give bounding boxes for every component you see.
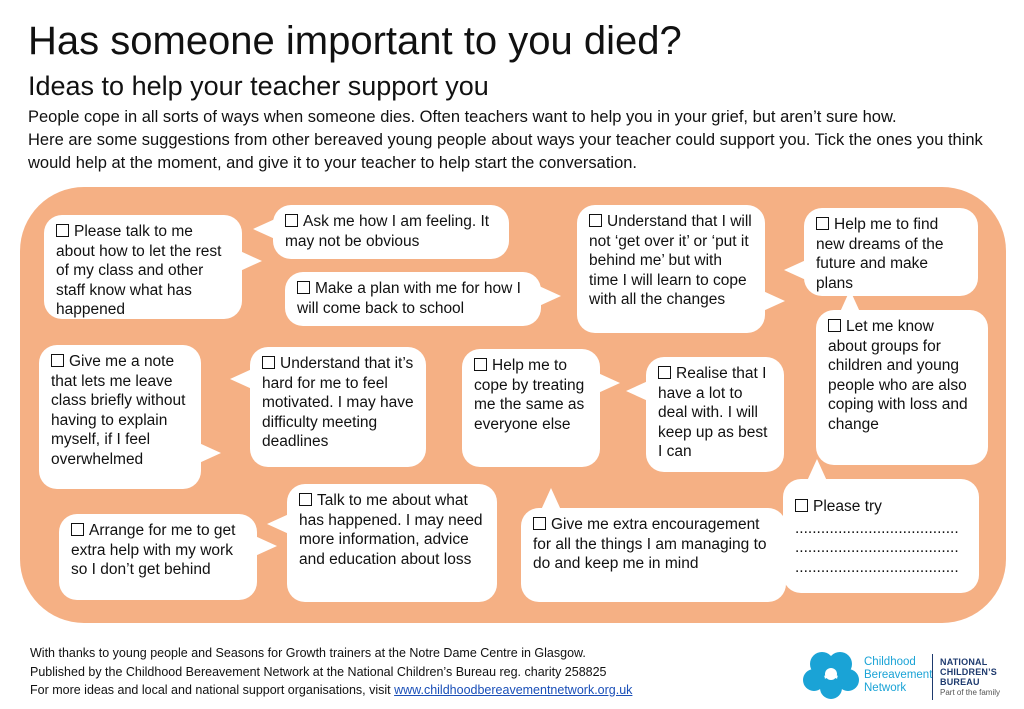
- suggestion-text: Please talk to me about how to let the rest of my class and other staff know what has happened: [56, 223, 222, 318]
- ncb-logo-line-1: NATIONAL: [940, 657, 988, 667]
- suggestion-text: Ask me how I am feeling. It may not be obvious: [285, 213, 490, 250]
- butterfly-flower-icon: [800, 650, 862, 700]
- cbn-logo-line-2: Bereavement: [864, 669, 933, 681]
- checkbox[interactable]: [56, 224, 69, 237]
- footer-more-info: [30, 681, 632, 700]
- suggestion-bubble-please-try: [783, 479, 979, 593]
- checkbox[interactable]: [285, 214, 298, 227]
- intro-line-2: Here are some suggestions from other bereaved young people about ways your teacher could support you. Tick the ones you think would help at the moment, and give it to your teacher to help start the conversation.: [28, 131, 983, 172]
- suggestion-text: Talk to me about what has happened. I may need more information, advice and education about loss: [299, 492, 483, 568]
- suggestion-bubble-talk-about-loss: [287, 484, 497, 602]
- suggestion-text: Understand that I will not ‘get over it’ or ‘put it behind me’ but with time I will learn to cope with all the changes: [589, 213, 752, 308]
- suggestion-bubble-plan-return: [285, 272, 541, 326]
- suggestion-text: Let me know about groups for children and young people who are also coping with loss and change: [828, 318, 968, 433]
- cbn-website-link[interactable]: www.childhoodbereavementnetwork.org.uk: [394, 683, 633, 697]
- checkbox[interactable]: [658, 366, 671, 379]
- checkbox[interactable]: [533, 517, 546, 530]
- suggestion-bubble-motivation: [250, 347, 426, 467]
- write-in-line-2[interactable]: ......................................: [795, 539, 959, 556]
- write-in-line-3[interactable]: ......................................: [795, 558, 959, 576]
- suggestion-bubble-treat-same: [462, 349, 600, 467]
- ncb-tagline: Part of the family: [940, 688, 1001, 697]
- suggestion-bubble-lot-to-deal: [646, 357, 784, 472]
- suggestion-bubble-groups: [816, 310, 988, 465]
- checkbox[interactable]: [816, 217, 829, 230]
- suggestion-bubble-leave-note: [39, 345, 201, 489]
- suggestion-bubble-encouragement: [521, 508, 786, 602]
- ncb-logo-line-2: CHILDREN’S: [940, 667, 998, 677]
- checkbox[interactable]: [474, 358, 487, 371]
- suggestion-bubble-ask-feelings: [273, 205, 509, 259]
- intro-line-1: People cope in all sorts of ways when someone dies. Often teachers want to help you in your grief, but aren’t sure how.: [28, 108, 897, 126]
- suggestion-text: Give me a note that lets me leave class briefly without having to explain myself, if I feel overwhelmed: [51, 353, 186, 468]
- suggestion-text: Help me to cope by treating me the same as everyone else: [474, 357, 585, 433]
- suggestion-bubble-new-dreams: [804, 208, 978, 296]
- suggestion-text: Make a plan with me for how I will come back to school: [297, 280, 521, 317]
- ncb-logo-text: [940, 657, 997, 687]
- checkbox[interactable]: [71, 523, 84, 536]
- checkbox[interactable]: [795, 499, 808, 512]
- cbn-logo-line-1: Childhood: [864, 656, 916, 668]
- intro-text: [28, 106, 1018, 175]
- checkbox[interactable]: [589, 214, 602, 227]
- cbn-logo-text: [864, 656, 932, 695]
- suggestion-text: Understand that it’s hard for me to feel motivated. I may have difficulty meeting deadlines: [262, 355, 414, 450]
- checkbox[interactable]: [262, 356, 275, 369]
- suggestion-bubble-not-get-over-it: [577, 205, 765, 333]
- footer-thanks: With thanks to young people and Seasons for Growth trainers at the Notre Dame Centre in Glasgow.: [30, 646, 586, 660]
- footer-more-info-text: For more ideas and local and national support organisations, visit: [30, 683, 395, 697]
- suggestion-text: Help me to find new dreams of the future and make plans: [816, 216, 944, 292]
- suggestion-text: Arrange for me to get extra help with my work so I don’t get behind: [71, 522, 236, 578]
- suggestion-text: Realise that I have a lot to deal with. I will keep up as best I can: [658, 365, 768, 460]
- page-title: Has someone important to you died?: [28, 19, 682, 63]
- checkbox[interactable]: [297, 281, 310, 294]
- footer-publisher: Published by the Childhood Bereavement Network at the National Children’s Bureau reg. charity 258825: [30, 664, 607, 679]
- logo-divider: [932, 654, 933, 700]
- cbn-logo-line-3: Network: [864, 682, 907, 694]
- footer: [30, 644, 632, 700]
- ncb-logo-line-3: BUREAU: [940, 677, 980, 687]
- suggestion-text: Please try: [813, 498, 882, 515]
- suggestion-bubble-extra-help: [59, 514, 257, 600]
- write-in-line-1[interactable]: ......................................: [795, 519, 959, 537]
- page-subtitle: Ideas to help your teacher support you: [28, 71, 489, 101]
- suggestion-bubble-talk-to-class: [44, 215, 242, 319]
- checkbox[interactable]: [299, 493, 312, 506]
- checkbox[interactable]: [51, 354, 64, 367]
- suggestion-text: Give me extra encouragement for all the things I am managing to do and keep me in mind: [533, 516, 767, 572]
- checkbox[interactable]: [828, 319, 841, 332]
